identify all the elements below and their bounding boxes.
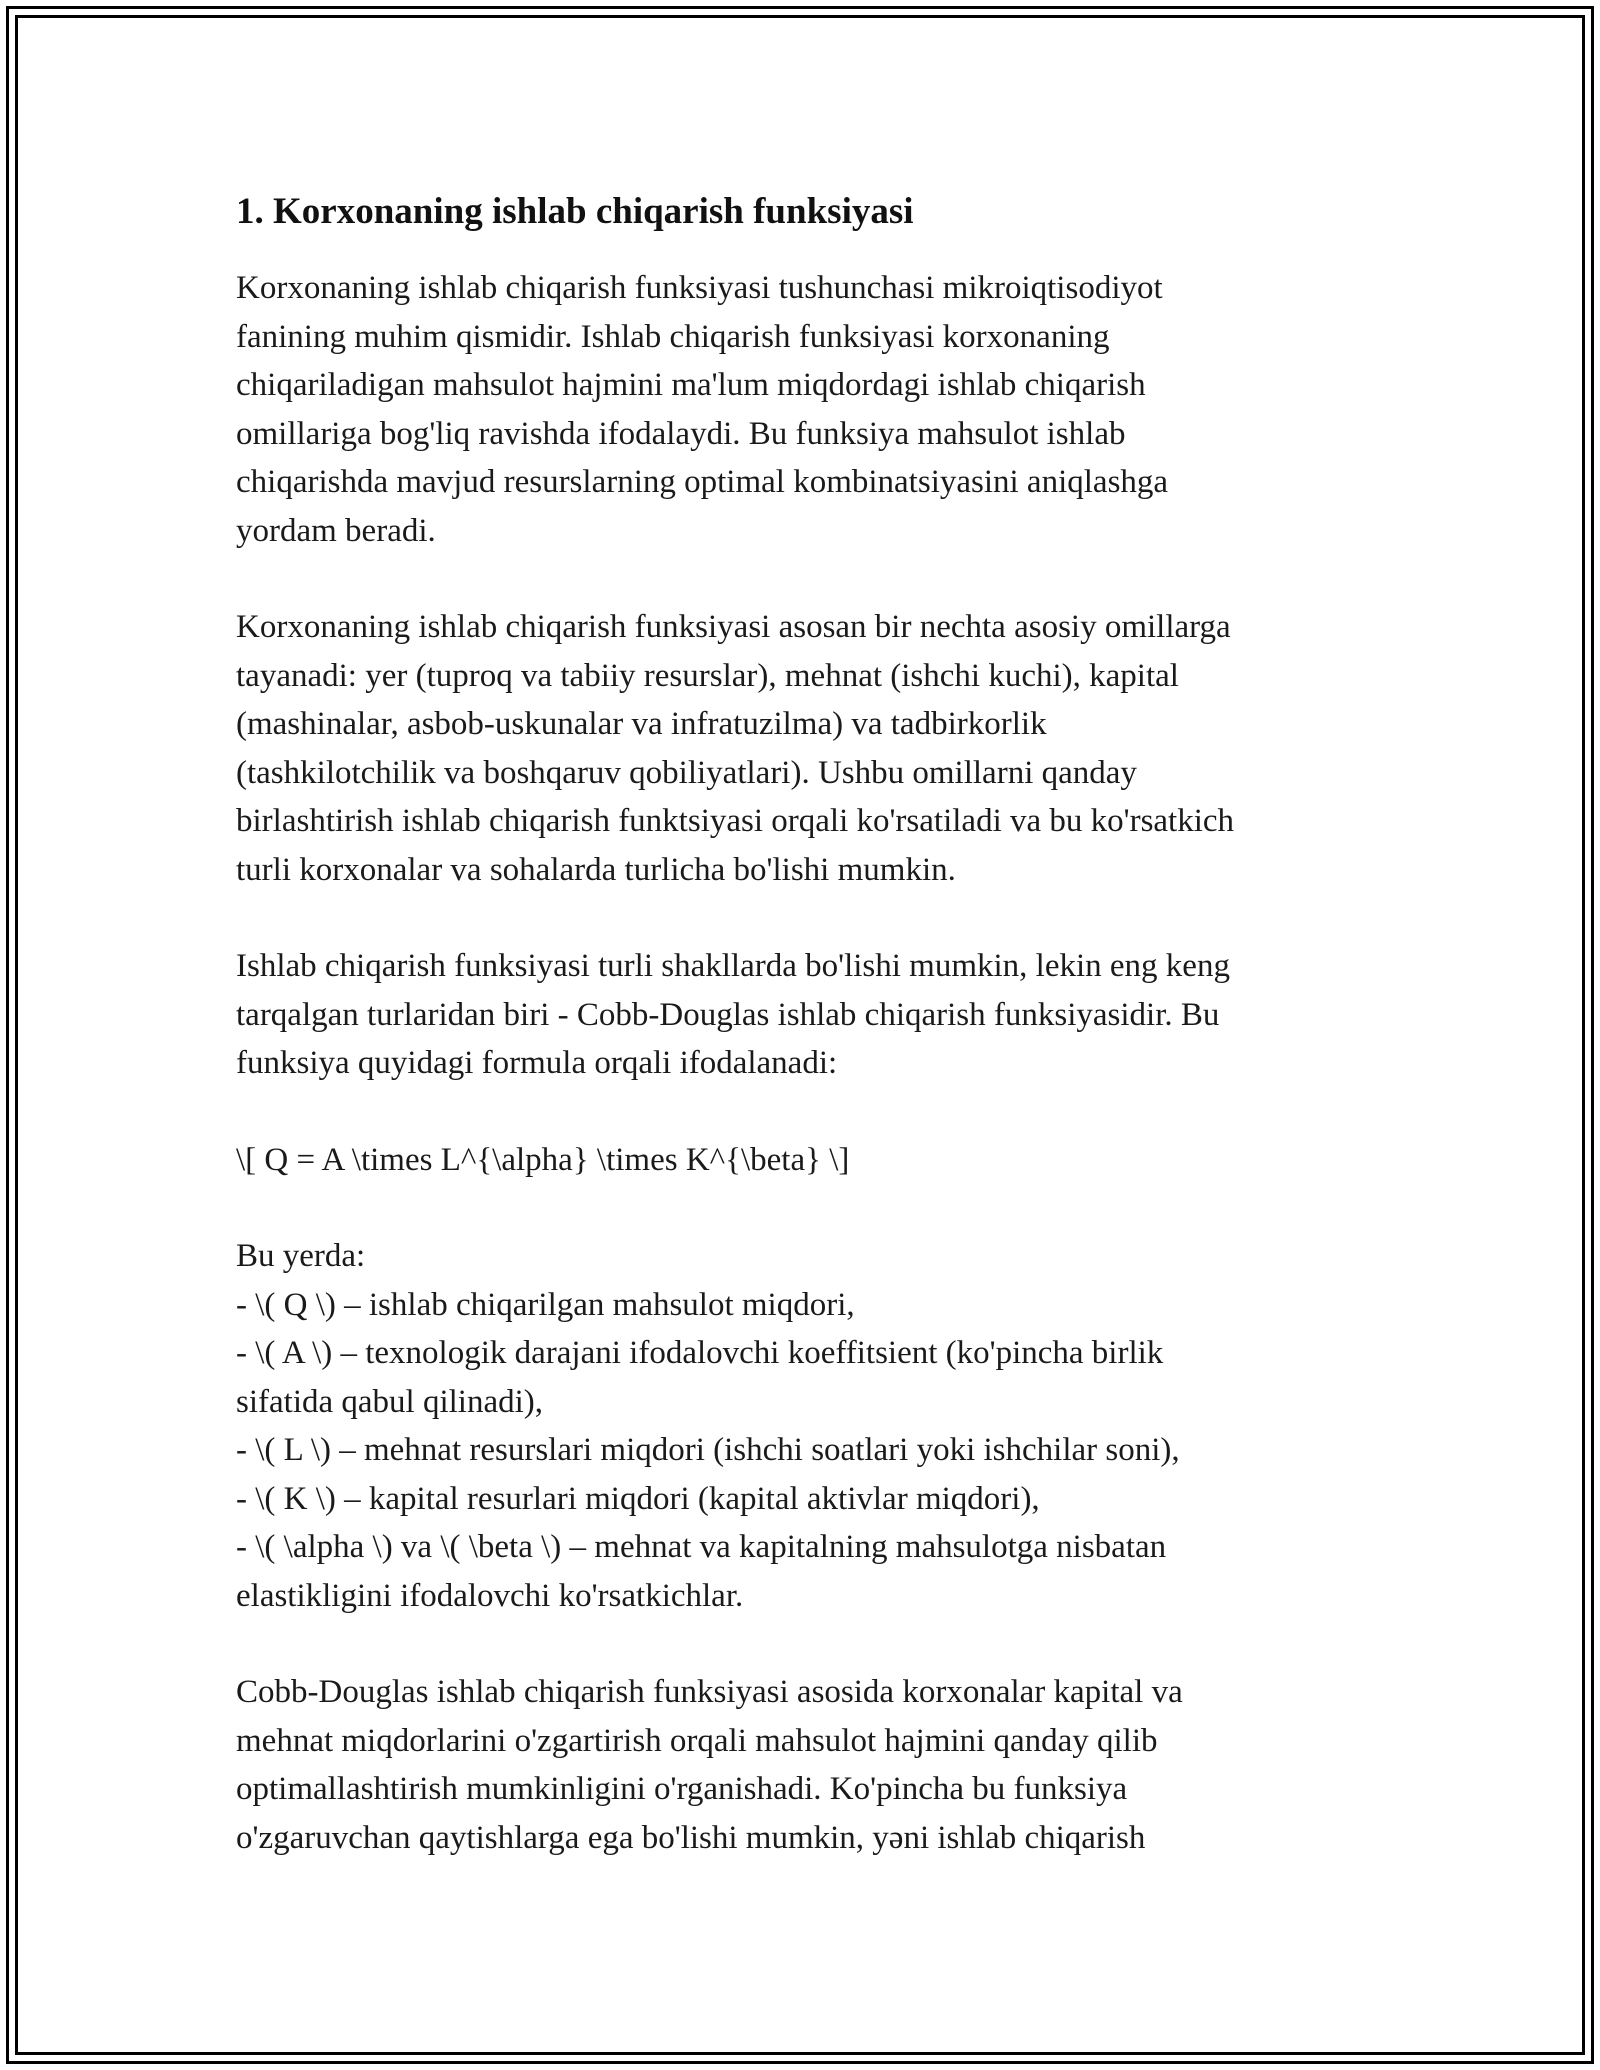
text-line: yordam beradi. xyxy=(236,512,436,549)
text-line: chiqarishda mavjud resurslarning optimal kombinatsiyasini aniqlashga xyxy=(236,464,1169,500)
text-line: o'zgaruvchan qaytishlarga ega bo'lishi mumkin, yəni ishlab chiqarish xyxy=(236,1819,1146,1856)
document-body xyxy=(236,186,1356,1910)
text-line: tarqalgan turlaridan biri - Cobb-Douglas ishlab chiqarish funksiyasidir. Bu xyxy=(236,996,1220,1033)
section-heading: 1. Korxonaning ishlab chiqarish funksiyasi xyxy=(236,191,914,232)
paragraph-intro xyxy=(236,264,1356,555)
definition-item: - \( L \) – mehnat resurslari miqdori (ishchi soatlari yoki ishchilar soni), xyxy=(236,1432,1180,1468)
definition-item: - \( A \) – texnologik darajani ifodalovchi koeffitsient (ko'pincha birlik xyxy=(236,1335,1164,1371)
text-line: (tashkilotchilik va boshqaruv qobiliyatlari). Ushbu omillarni qanday xyxy=(236,754,1137,791)
text-line: Ishlab chiqarish funksiyasi turli shakllarda bo'lishi mumkin, lekin eng keng xyxy=(236,948,1230,984)
text-line: tayanadi: yer (tuproq va tabiiy resurslar), mehnat (ishchi kuchi), kapital xyxy=(236,657,1179,694)
definition-item: - \( \alpha \) va \( \beta \) – mehnat va kapitalning mahsulotga nisbatan xyxy=(236,1529,1167,1565)
definition-item: elastikligini ifodalovchi ko'rsatkichlar. xyxy=(236,1577,744,1614)
text-line: (mashinalar, asbob-uskunalar va infratuzilma) va tadbirkorlik xyxy=(236,706,1047,742)
text-line: optimallashtirish mumkinligini o'rganishadi. Ko'pincha bu funksiya xyxy=(236,1771,1128,1807)
text-line: birlashtirish ishlab chiqarish funktsiyasi orqali ko'rsatiladi va bu ko'rsatkich xyxy=(236,803,1235,839)
paragraph-cobb-douglas xyxy=(236,942,1356,1088)
text-line: funksiya quyidagi formula orqali ifodalanadi: xyxy=(236,1045,838,1081)
definitions-list xyxy=(236,1232,1356,1620)
text-line: Korxonaning ishlab chiqarish funksiyasi tushunchasi mikroiqtisodiyot xyxy=(236,270,1163,306)
paragraph-factors xyxy=(236,603,1356,894)
formula: \[ Q = A \times L^{\alpha} \times K^{\beta} \] xyxy=(236,1141,850,1178)
definitions-intro: Bu yerda: xyxy=(236,1238,366,1274)
definition-item: - \( K \) – kapital resurlari miqdori (kapital aktivlar miqdori), xyxy=(236,1480,1040,1517)
text-line: Cobb-Douglas ishlab chiqarish funksiyasi asosida korxonalar kapital va xyxy=(236,1674,1183,1710)
definition-item: - \( Q \) – ishlab chiqarilgan mahsulot miqdori, xyxy=(236,1286,855,1323)
text-line: omillariga bog'liq ravishda ifodalaydi. Bu funksiya mahsulot ishlab xyxy=(236,415,1126,452)
text-line: Korxonaning ishlab chiqarish funksiyasi asosan bir nechta asosiy omillarga xyxy=(236,609,1231,645)
definition-item: sifatida qabul qilinadi), xyxy=(236,1383,544,1420)
paragraph-optimization xyxy=(236,1668,1356,1862)
text-line: fanining muhim qismidir. Ishlab chiqarish funksiyasi korxonaning xyxy=(236,318,1110,355)
text-line: mehnat miqdorlarini o'zgartirish orqali mahsulot hajmini qanday qilib xyxy=(236,1722,1158,1759)
text-line: chiqariladigan mahsulot hajmini ma'lum miqdordagi ishlab chiqarish xyxy=(236,367,1146,403)
text-line: turli korxonalar va sohalarda turlicha bo'lishi mumkin. xyxy=(236,851,956,888)
